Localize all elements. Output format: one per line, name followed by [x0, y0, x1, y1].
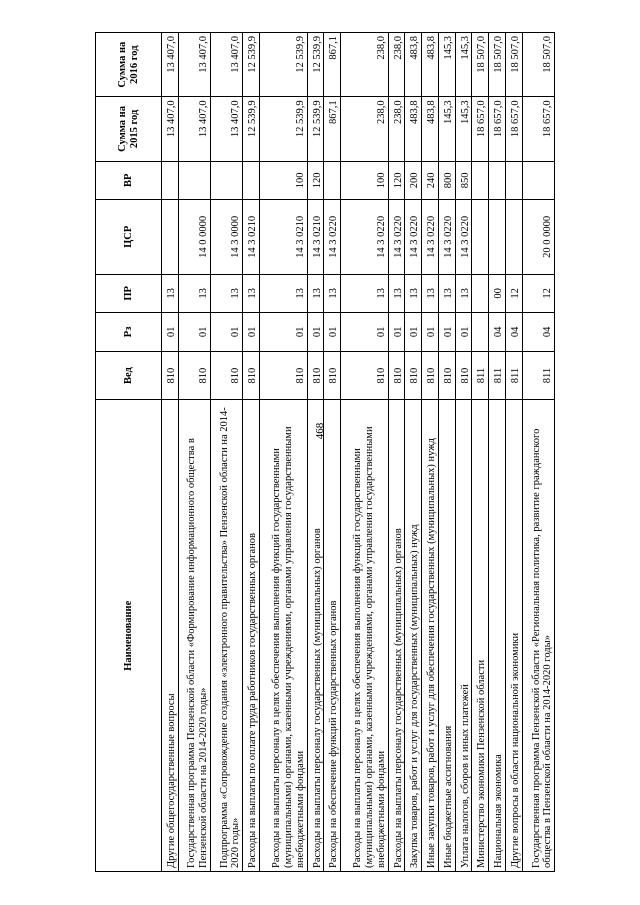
- cell-rz: 04: [522, 313, 554, 352]
- cell-sum-2016: 13 407,0: [162, 33, 179, 97]
- page-number: 468: [314, 422, 326, 440]
- cell-ved: 811: [505, 351, 522, 400]
- cell-sum-2015: 483,8: [422, 97, 439, 161]
- cell-sum-2016: 13 407,0: [178, 33, 210, 97]
- cell-csr: 14 3 0220: [341, 200, 389, 275]
- cell-pr: 00: [489, 274, 506, 313]
- cell-rz: 04: [489, 313, 506, 352]
- cell-vr: [210, 161, 242, 200]
- rotated-table-container: [95, 32, 555, 872]
- header-name: Наименование: [96, 400, 162, 872]
- cell-sum-2016: 867,1: [324, 33, 341, 97]
- cell-name: Государственная программа Пензенской области «Региональная политика, развитие гражданского общества в Пензенской области на 2014-2020 годы»: [522, 400, 554, 872]
- cell-sum-2016: 238,0: [341, 33, 389, 97]
- cell-ved: 810: [438, 351, 455, 400]
- cell-vr: 100: [259, 161, 307, 200]
- cell-rz: 01: [388, 313, 405, 352]
- cell-ved: 810: [388, 351, 405, 400]
- cell-sum-2016: 12 539,9: [259, 33, 307, 97]
- table-row: [341, 33, 389, 872]
- table-row: [324, 33, 341, 872]
- cell-pr: 12: [505, 274, 522, 313]
- cell-vr: [162, 161, 179, 200]
- header-csr: ЦСР: [96, 200, 162, 275]
- cell-sum-2016: 145,3: [438, 33, 455, 97]
- cell-sum-2015: 12 539,9: [259, 97, 307, 161]
- cell-csr: [472, 200, 489, 275]
- cell-rz: 01: [162, 313, 179, 352]
- cell-vr: [178, 161, 210, 200]
- cell-rz: 04: [505, 313, 522, 352]
- cell-vr: [522, 161, 554, 200]
- cell-sum-2015: 18 657,0: [472, 97, 489, 161]
- cell-rz: 01: [307, 313, 324, 352]
- cell-csr: 14 3 0210: [307, 200, 324, 275]
- table-row: [505, 33, 522, 872]
- cell-vr: [505, 161, 522, 200]
- table-row: [455, 33, 472, 872]
- cell-rz: 01: [341, 313, 389, 352]
- cell-ved: 811: [522, 351, 554, 400]
- cell-sum-2016: 18 507,0: [489, 33, 506, 97]
- cell-sum-2016: 18 507,0: [472, 33, 489, 97]
- table-row: [210, 33, 242, 872]
- cell-csr: 14 3 0210: [259, 200, 307, 275]
- table-row: [489, 33, 506, 872]
- cell-pr: 13: [455, 274, 472, 313]
- table-row: [178, 33, 210, 872]
- cell-vr: 100: [341, 161, 389, 200]
- cell-rz: 01: [438, 313, 455, 352]
- cell-sum-2015: 13 407,0: [210, 97, 242, 161]
- cell-csr: 14 3 0220: [405, 200, 422, 275]
- cell-vr: 120: [307, 161, 324, 200]
- cell-rz: 01: [422, 313, 439, 352]
- cell-sum-2016: 12 539,9: [243, 33, 260, 97]
- cell-ved: 810: [178, 351, 210, 400]
- table-row: [522, 33, 554, 872]
- cell-sum-2016: 483,8: [405, 33, 422, 97]
- cell-name: Расходы на выплаты персоналу в целях обеспечения выполнения функций государственными (муниципальными) органами, казенными учреждениями, органами управления государственными внебюджетными фондами: [341, 400, 389, 872]
- cell-name: Уплата налогов, сборов и иных платежей: [455, 400, 472, 872]
- cell-rz: 01: [178, 313, 210, 352]
- cell-pr: 13: [388, 274, 405, 313]
- cell-ved: 810: [307, 351, 324, 400]
- cell-sum-2015: 145,3: [455, 97, 472, 161]
- table-row: [405, 33, 422, 872]
- cell-sum-2015: 238,0: [341, 97, 389, 161]
- cell-pr: [472, 274, 489, 313]
- cell-vr: [472, 161, 489, 200]
- cell-rz: 01: [243, 313, 260, 352]
- cell-pr: 13: [422, 274, 439, 313]
- cell-name: Министерство экономики Пензенской области: [472, 400, 489, 872]
- cell-rz: 01: [324, 313, 341, 352]
- cell-sum-2016: 483,8: [422, 33, 439, 97]
- cell-pr: 13: [438, 274, 455, 313]
- cell-pr: 13: [324, 274, 341, 313]
- cell-rz: 01: [455, 313, 472, 352]
- cell-sum-2015: 18 657,0: [505, 97, 522, 161]
- table-row: [243, 33, 260, 872]
- header-rz: Рз: [96, 313, 162, 352]
- cell-vr: 240: [422, 161, 439, 200]
- cell-sum-2015: 483,8: [405, 97, 422, 161]
- cell-csr: 14 3 0220: [438, 200, 455, 275]
- cell-sum-2015: 18 657,0: [522, 97, 554, 161]
- cell-name: Подпрограмма «Сопровождение создания «электронного правительства» Пензенской области на 2014-2020 годы»: [210, 400, 242, 872]
- cell-name: Расходы на выплаты персоналу государственных (муниципальных) органов: [388, 400, 405, 872]
- cell-pr: 13: [341, 274, 389, 313]
- cell-csr: 14 3 0220: [422, 200, 439, 275]
- cell-sum-2016: 145,3: [455, 33, 472, 97]
- cell-csr: 14 3 0220: [455, 200, 472, 275]
- cell-pr: 13: [243, 274, 260, 313]
- cell-ved: 810: [210, 351, 242, 400]
- table-row: [388, 33, 405, 872]
- header-pr: ПР: [96, 274, 162, 313]
- cell-name: Расходы на обеспечение функций государственных органов: [324, 400, 341, 872]
- header-ved: Вед: [96, 351, 162, 400]
- cell-ved: 811: [472, 351, 489, 400]
- cell-sum-2015: 13 407,0: [178, 97, 210, 161]
- cell-ved: 810: [259, 351, 307, 400]
- cell-ved: 810: [405, 351, 422, 400]
- cell-ved: 810: [243, 351, 260, 400]
- budget-table: [95, 32, 555, 872]
- cell-name: Другие общегосударственные вопросы: [162, 400, 179, 872]
- cell-vr: 200: [405, 161, 422, 200]
- cell-sum-2016: 18 507,0: [505, 33, 522, 97]
- cell-rz: [472, 313, 489, 352]
- cell-name: Расходы на выплаты по оплате труда работников государственных органов: [243, 400, 260, 872]
- cell-rz: 01: [259, 313, 307, 352]
- cell-vr: 800: [438, 161, 455, 200]
- cell-pr: 13: [210, 274, 242, 313]
- cell-name: Иные закупки товаров, работ и услуг для обеспечения государственных (муниципальных) нужд: [422, 400, 439, 872]
- cell-pr: 13: [405, 274, 422, 313]
- cell-sum-2015: 12 539,9: [307, 97, 324, 161]
- cell-vr: [324, 161, 341, 200]
- table-row: [162, 33, 179, 872]
- cell-sum-2015: 867,1: [324, 97, 341, 161]
- cell-sum-2016: 12 539,9: [307, 33, 324, 97]
- cell-name: Закупка товаров, работ и услуг для государственных (муниципальных) нужд: [405, 400, 422, 872]
- table-header-row: [96, 33, 162, 872]
- cell-ved: 810: [455, 351, 472, 400]
- cell-name: Национальная экономика: [489, 400, 506, 872]
- cell-csr: [505, 200, 522, 275]
- cell-pr: 12: [522, 274, 554, 313]
- table-row: [259, 33, 307, 872]
- cell-sum-2015: 238,0: [388, 97, 405, 161]
- cell-pr: 13: [178, 274, 210, 313]
- table-body: [162, 33, 555, 872]
- table-row: [472, 33, 489, 872]
- cell-csr: [489, 200, 506, 275]
- header-vr: ВР: [96, 161, 162, 200]
- cell-sum-2015: 13 407,0: [162, 97, 179, 161]
- cell-sum-2015: 145,3: [438, 97, 455, 161]
- cell-sum-2016: 13 407,0: [210, 33, 242, 97]
- cell-pr: 13: [162, 274, 179, 313]
- cell-ved: 810: [162, 351, 179, 400]
- cell-csr: 20 0 0000: [522, 200, 554, 275]
- cell-csr: [162, 200, 179, 275]
- cell-vr: [489, 161, 506, 200]
- cell-sum-2015: 18 657,0: [489, 97, 506, 161]
- table-row: [438, 33, 455, 872]
- cell-rz: 01: [210, 313, 242, 352]
- cell-csr: 14 0 0000: [178, 200, 210, 275]
- cell-ved: 811: [489, 351, 506, 400]
- cell-vr: 120: [388, 161, 405, 200]
- cell-ved: 810: [324, 351, 341, 400]
- cell-sum-2016: 18 507,0: [522, 33, 554, 97]
- cell-csr: 14 3 0220: [388, 200, 405, 275]
- cell-name: Расходы на выплаты персоналу государственных (муниципальных) органов: [307, 400, 324, 872]
- table-row: [307, 33, 324, 872]
- cell-csr: 14 3 0000: [210, 200, 242, 275]
- cell-sum-2015: 12 539,9: [243, 97, 260, 161]
- table-row: [422, 33, 439, 872]
- cell-rz: 01: [405, 313, 422, 352]
- cell-sum-2016: 238,0: [388, 33, 405, 97]
- cell-csr: 14 3 0220: [324, 200, 341, 275]
- cell-name: Расходы на выплаты персоналу в целях обеспечения выполнения функций государственными (муниципальными) органами, казенными учреждениями, органами управления государственными внебюджетными фондами: [259, 400, 307, 872]
- cell-name: Другие вопросы в области национальной экономики: [505, 400, 522, 872]
- cell-vr: 850: [455, 161, 472, 200]
- cell-ved: 810: [341, 351, 389, 400]
- cell-name: Государственная программа Пензенской области «Формирование информационного общества в Пензенской области на 2014-2020 годы»: [178, 400, 210, 872]
- cell-pr: 13: [307, 274, 324, 313]
- cell-csr: 14 3 0210: [243, 200, 260, 275]
- cell-pr: 13: [259, 274, 307, 313]
- cell-ved: 810: [422, 351, 439, 400]
- header-sum-2016: Сумма на 2016 год: [96, 33, 162, 97]
- cell-name: Иные бюджетные ассигнования: [438, 400, 455, 872]
- header-sum-2015: Сумма на 2015 год: [96, 97, 162, 161]
- cell-vr: [243, 161, 260, 200]
